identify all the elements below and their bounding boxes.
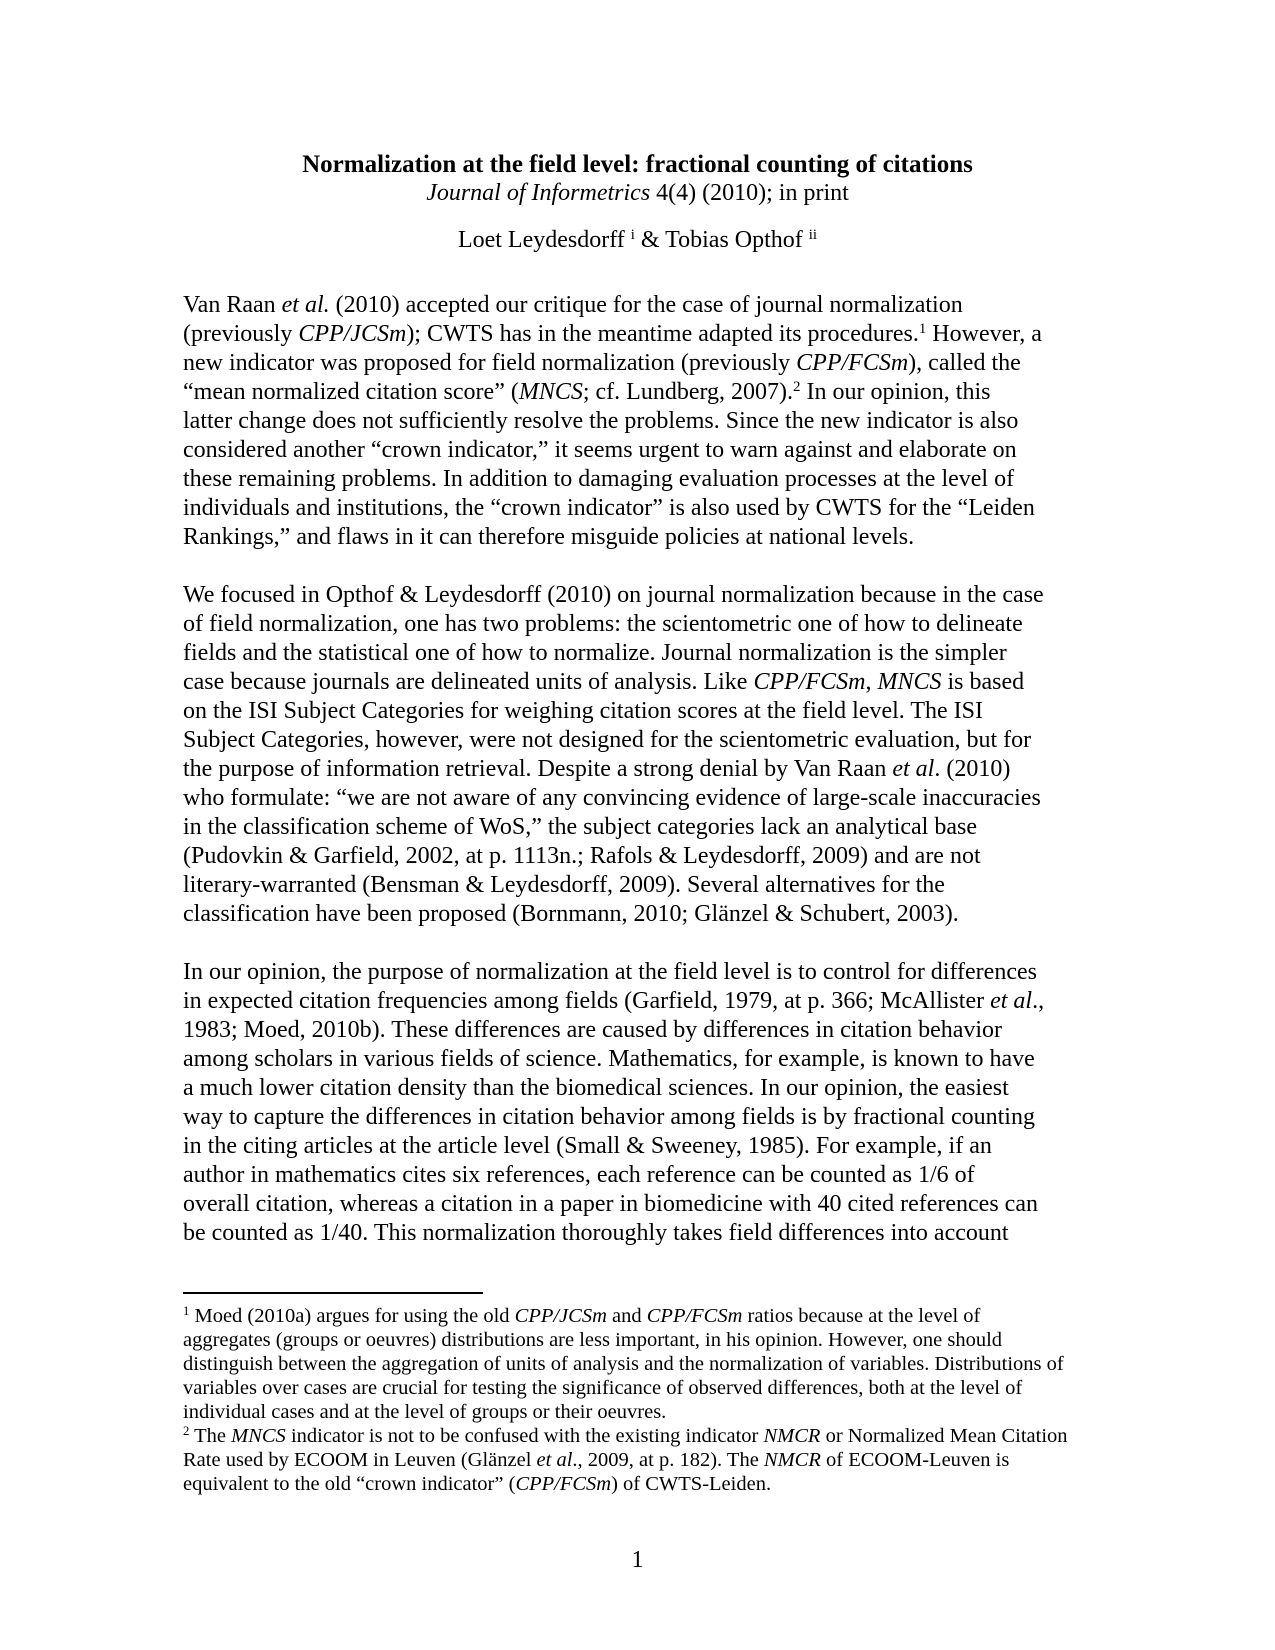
text-line: fields and the statistical one of how to normalize. Journal normalization is the simpler — [183, 640, 1007, 666]
paper-header — [183, 150, 1092, 208]
text-line: Rate used by ECOOM in Leuven (Glänzel et al., 2009, at p. 182). The NMCR of ECOOM-Leuven is — [183, 1449, 1010, 1471]
text-line: in expected citation frequencies among fields (Garfield, 1979, at p. 366; McAllister et al., — [183, 988, 1045, 1014]
text-line: individuals and institutions, the “crown indicator” is also used by CWTS for the “Leiden — [183, 495, 1035, 521]
text-line: on the ISI Subject Categories for weighing citation scores at the field level. The ISI — [183, 698, 984, 724]
paper-title: Normalization at the field level: fractional counting of citations — [302, 151, 973, 178]
text-line: new indicator was proposed for field normalization (previously CPP/FCSm), called the — [183, 350, 1021, 376]
paragraph — [183, 581, 1092, 929]
footnotes-section — [183, 1292, 1092, 1496]
text-line: in the citing articles at the article level (Small & Sweeney, 1985). For example, if an — [183, 1133, 992, 1159]
page-number: 1 — [631, 1547, 644, 1573]
text-line: Van Raan et al. (2010) accepted our critique for the case of journal normalization — [183, 292, 963, 318]
paragraph — [183, 958, 1092, 1248]
text-line: “mean normalized citation score” (MNCS; cf. Lundberg, 2007).$^2$ In our opinion, this — [183, 378, 991, 405]
text-line: be counted as 1/40. This normalization thoroughly takes field differences into account — [183, 1220, 1009, 1246]
text-line: overall citation, whereas a citation in a paper in biomedicine with 40 cited references can — [183, 1191, 1038, 1217]
text-line: (previously CPP/JCSm); CWTS has in the meantime adapted its procedures.$^1$ However, a — [183, 320, 1042, 347]
text-line: In our opinion, the purpose of normalization at the field level is to control for differences — [183, 959, 1037, 985]
text-line: the purpose of information retrieval. Despite a strong denial by Van Raan et al. (2010) — [183, 756, 1011, 782]
footnote — [183, 1304, 1092, 1424]
text-line: $^2$ The MNCS indicator is not to be confused with the existing indicator NMCR or Normalized Mean Citation — [183, 1424, 1068, 1447]
text-line: distinguish between the aggregation of units of analysis and the normalization of variables. Distributions of — [183, 1353, 1064, 1375]
text-line: among scholars in various fields of science. Mathematics, for example, is known to have — [183, 1046, 1035, 1072]
text-line: $^1$ Moed (2010a) argues for using the old CPP/JCSm and CPP/FCSm ratios because at the level of — [183, 1304, 981, 1327]
text-line: 1983; Moed, 2010b). These differences are caused by differences in citation behavior — [183, 1017, 1003, 1043]
text-line: case because journals are delineated units of analysis. Like CPP/FCSm, MNCS is based — [183, 669, 1025, 695]
text-line: Subject Categories, however, were not designed for the scientometric evaluation, but for — [183, 727, 1032, 753]
text-line: these remaining problems. In addition to damaging evaluation processes at the level of — [183, 466, 1015, 492]
text-line: a much lower citation density than the biomedical sciences. In our opinion, the easiest — [183, 1075, 1009, 1101]
footnote — [183, 1424, 1092, 1496]
authors-line: Loet Leydesdorff $^i$ & Tobias Opthof $^{ii}$ — [457, 226, 818, 253]
text-line: of field normalization, one has two problems: the scientometric one of how to delineate — [183, 611, 1023, 637]
text-line: in the classification scheme of WoS,” the subject categories lack an analytical base — [183, 814, 977, 840]
text-line: equivalent to the old “crown indicator” (CPP/FCSm) of CWTS-Leiden. — [183, 1473, 772, 1495]
text-line: latter change does not sufficiently resolve the problems. Since the new indicator is also — [183, 408, 1019, 434]
body-text — [183, 291, 1092, 1248]
text-line: aggregates (groups or oeuvres) distributions are less important, in his opinion. However, one should — [183, 1329, 1003, 1351]
paragraph — [183, 291, 1092, 552]
footnotes-text — [183, 1304, 1092, 1496]
text-line: way to capture the differences in citation behavior among fields is by fractional counting — [183, 1104, 1035, 1130]
text-line: author in mathematics cites six references, each reference can be counted as 1/6 of — [183, 1162, 975, 1188]
text-line: We focused in Opthof & Leydesdorff (2010) on journal normalization because in the case — [183, 582, 1044, 608]
text-line: variables over cases are crucial for testing the significance of observed differences, both at the level of — [183, 1377, 1023, 1399]
text-line: who formulate: “we are not aware of any convincing evidence of large-scale inaccuracies — [183, 785, 1041, 811]
text-line: individual cases and at the level of groups or their oeuvres. — [183, 1401, 667, 1423]
text-line: considered another “crown indicator,” it seems urgent to warn against and elaborate on — [183, 437, 1017, 463]
text-line: literary-warranted (Bensman & Leydesdorff, 2009). Several alternatives for the — [183, 872, 945, 898]
text-line: Rankings,” and flaws in it can therefore misguide policies at national levels. — [183, 524, 915, 550]
footnote-separator — [183, 1292, 483, 1294]
journal-citation-line: Journal of Informetrics 4(4) (2010); in print — [426, 180, 849, 206]
text-line: classification have been proposed (Bornmann, 2010; Glänzel & Schubert, 2003). — [183, 901, 959, 927]
text-line: (Pudovkin & Garfield, 2002, at p. 1113n.; Rafols & Leydesdorff, 2009) and are not — [183, 843, 981, 869]
